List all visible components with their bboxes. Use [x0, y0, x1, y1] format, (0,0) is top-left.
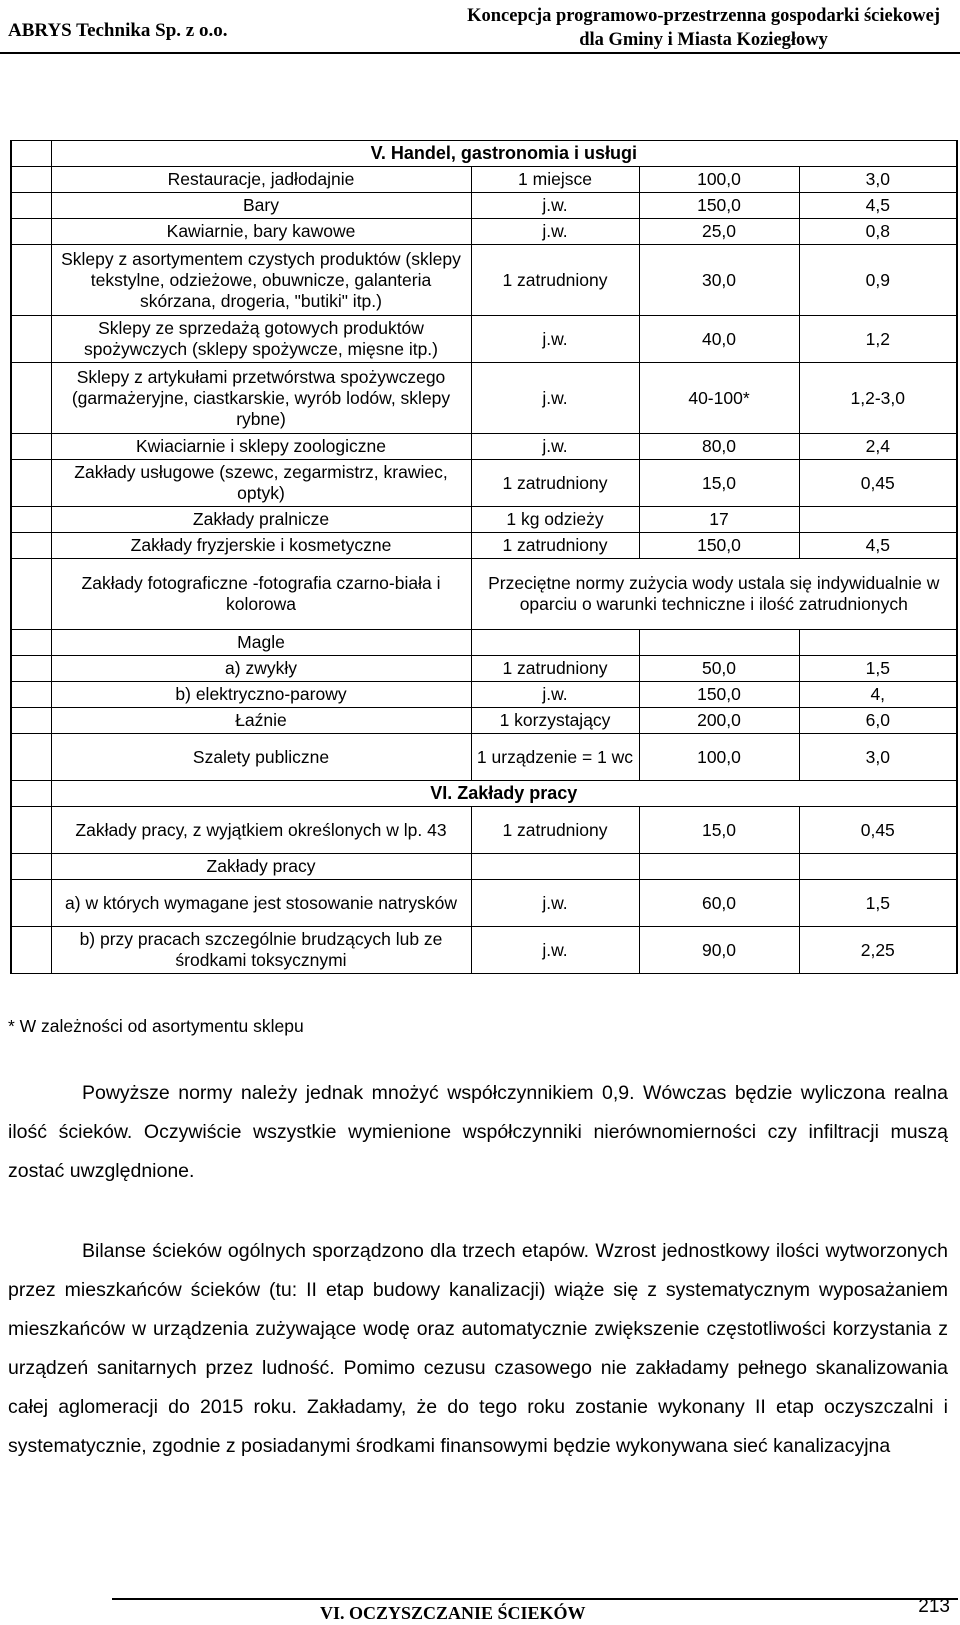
- page-header: [0, 0, 960, 56]
- cell-coefficient: 2,25: [799, 927, 957, 974]
- cell-unit: j.w.: [471, 682, 639, 708]
- cell-name: Zakłady pralnicze: [51, 507, 471, 533]
- cell-coefficient: 0,8: [799, 219, 957, 245]
- cell-name: Sklepy z artykułami przetwórstwa spożywczego (garmażeryjne, ciastkarskie, wyrób lodów, sklepy rybne): [51, 363, 471, 434]
- cell-coefficient: 0,45: [799, 460, 957, 507]
- paragraph-2: [8, 1232, 948, 1466]
- cell-unit: j.w.: [471, 193, 639, 219]
- cell-name: Zakłady fotograficzne -fotografia czarno-biała i kolorowa: [51, 559, 471, 630]
- header-divider: [0, 52, 960, 54]
- cell-unit: [471, 630, 639, 656]
- cell-unit: 1 zatrudniony: [471, 533, 639, 559]
- section-header-row: [11, 141, 957, 167]
- table-row: [11, 854, 957, 880]
- cell-unit: 1 zatrudniony: [471, 656, 639, 682]
- table-row: [11, 807, 957, 854]
- table-row: [11, 927, 957, 974]
- cell-coefficient: 0,9: [799, 245, 957, 316]
- cell-coefficient: 0,45: [799, 807, 957, 854]
- table-row: [11, 559, 957, 630]
- table-row: [11, 533, 957, 559]
- cell-name: Łaźnie: [51, 708, 471, 734]
- footer-divider: [112, 1598, 958, 1600]
- cell-coefficient: 4,5: [799, 533, 957, 559]
- table-row: [11, 708, 957, 734]
- cell-unit: 1 zatrudniony: [471, 245, 639, 316]
- cell-coefficient: 1,2: [799, 316, 957, 363]
- cell-norm: 90,0: [639, 927, 799, 974]
- table-row: [11, 734, 957, 781]
- cell-coefficient: 1,5: [799, 656, 957, 682]
- cell-norm: [639, 854, 799, 880]
- cell-unit: j.w.: [471, 880, 639, 927]
- cell-unit: j.w.: [471, 316, 639, 363]
- cell-name: Magle: [51, 630, 471, 656]
- cell-name: a) w których wymagane jest stosowanie natrysków: [51, 880, 471, 927]
- cell-coefficient: 4,5: [799, 193, 957, 219]
- chapter-title: VI. OCZYSZCZANIE ŚCIEKÓW: [320, 1603, 586, 1623]
- cell-name: Zakłady usługowe (szewc, zegarmistrz, krawiec, optyk): [51, 460, 471, 507]
- cell-name: b) przy pracach szczególnie brudzących lub ze środkami toksycznymi: [51, 927, 471, 974]
- cell-name: Kwiaciarnie i sklepy zoologiczne: [51, 434, 471, 460]
- section-title: V. Handel, gastronomia i usługi: [51, 141, 957, 167]
- cell-coefficient: 3,0: [799, 734, 957, 781]
- cell-unit: 1 miejsce: [471, 167, 639, 193]
- cell-norm: 200,0: [639, 708, 799, 734]
- cell-norm: 100,0: [639, 167, 799, 193]
- cell-name: Restauracje, jadłodajnie: [51, 167, 471, 193]
- table-row: [11, 434, 957, 460]
- table-row: [11, 656, 957, 682]
- cell-coefficient: 3,0: [799, 167, 957, 193]
- table-footnote: * W zależności od asortymentu sklepu: [8, 1016, 304, 1036]
- table-row: [11, 363, 957, 434]
- cell-norm: 17: [639, 507, 799, 533]
- cell-norm: 40-100*: [639, 363, 799, 434]
- cell-unit: 1 urządzenie = 1 wc: [471, 734, 639, 781]
- cell-unit: [471, 854, 639, 880]
- cell-unit: 1 zatrudniony: [471, 807, 639, 854]
- paragraph-1-text: Powyższe normy należy jednak mnożyć współczynnikiem 0,9. Wówczas będzie wyliczona realna ilość ścieków. Oczywiście wszystkie wymienione współczynniki nierównomierności czy infiltracji muszą zostać uwzględnione.: [8, 1082, 948, 1182]
- wastewater-norms-table: [10, 140, 958, 974]
- cell-unit: 1 korzystający: [471, 708, 639, 734]
- cell-unit: 1 zatrudniony: [471, 460, 639, 507]
- cell-unit: j.w.: [471, 363, 639, 434]
- table-row: [11, 682, 957, 708]
- cell-norm: 40,0: [639, 316, 799, 363]
- cell-norm: 150,0: [639, 533, 799, 559]
- cell-norm: 150,0: [639, 193, 799, 219]
- cell-unit: 1 kg odzieży: [471, 507, 639, 533]
- company-name: ABRYS Technika Sp. z o.o.: [8, 20, 228, 41]
- section-header-row: [11, 781, 957, 807]
- section-title: VI. Zakłady pracy: [51, 781, 957, 807]
- cell-coefficient: [799, 630, 957, 656]
- table-row: [11, 245, 957, 316]
- cell-coefficient: 6,0: [799, 708, 957, 734]
- cell-norm: 100,0: [639, 734, 799, 781]
- cell-name: Zakłady pracy: [51, 854, 471, 880]
- page-number: 213: [918, 1596, 950, 1617]
- cell-name: Zakłady pracy, z wyjątkiem określonych w lp. 43: [51, 807, 471, 854]
- table-row: [11, 880, 957, 927]
- cell-coefficient: 4,: [799, 682, 957, 708]
- cell-name: Kawiarnie, bary kawowe: [51, 219, 471, 245]
- paragraph-2-text: Bilanse ścieków ogólnych sporządzono dla trzech etapów. Wzrost jednostkowy ilości wytworzonych przez mieszkańców ścieków (tu: II etap budowy kanalizacji) wiąże się z systematycznym wyposażaniem mieszkańców w urządzenia zużywające wodę oraz automatycznie zwiększenie częstotliwości korzystania z urządzeń sanitarnych przez ludność. Pomimo cezusu czasowego nie zakładamy pełnego skanalizowania całej aglomeracji do 2015 roku. Zakładamy, że do tego roku zostanie wykonany II etap oczyszczalni i systematycznie, zgodnie z posiadanymi środkami finansowymi będzie wykonywana sieć kanalizacyjna: [8, 1240, 948, 1457]
- cell-coefficient: [799, 854, 957, 880]
- table-row: [11, 193, 957, 219]
- document-title-line1: Koncepcja programowo-przestrzenna gospodarki ściekowej: [467, 6, 940, 26]
- cell-coefficient: 1,2-3,0: [799, 363, 957, 434]
- cell-coefficient: [799, 507, 957, 533]
- cell-name: Zakłady fryzjerskie i kosmetyczne: [51, 533, 471, 559]
- table-row: [11, 219, 957, 245]
- document-title: [467, 4, 940, 52]
- cell-name: Sklepy ze sprzedażą gotowych produktów spożywczych (sklepy spożywcze, mięsne itp.): [51, 316, 471, 363]
- paragraph-1: [8, 1074, 948, 1191]
- cell-name: a) zwykły: [51, 656, 471, 682]
- document-title-line2: dla Gminy i Miasta Koziegłowy: [579, 30, 828, 50]
- cell-coefficient: 1,5: [799, 880, 957, 927]
- cell-unit: j.w.: [471, 219, 639, 245]
- cell-norm: 30,0: [639, 245, 799, 316]
- table-row: [11, 460, 957, 507]
- table-row: [11, 630, 957, 656]
- cell-name: Szalety publiczne: [51, 734, 471, 781]
- cell-unit: j.w.: [471, 927, 639, 974]
- cell-norm: 150,0: [639, 682, 799, 708]
- cell-norm: [639, 630, 799, 656]
- cell-norm: 15,0: [639, 807, 799, 854]
- table-row: [11, 167, 957, 193]
- cell-merged-note: Przeciętne normy zużycia wody ustala się indywidualnie w oparciu o warunki techniczne i ilość zatrudnionych: [471, 559, 957, 630]
- table-row: [11, 316, 957, 363]
- cell-unit: j.w.: [471, 434, 639, 460]
- cell-norm: 15,0: [639, 460, 799, 507]
- cell-norm: 60,0: [639, 880, 799, 927]
- cell-name: Sklepy z asortymentem czystych produktów (sklepy tekstylne, odzieżowe, obuwnicze, galanteria skórzana, drogeria, "butiki" itp.): [51, 245, 471, 316]
- table-row: [11, 507, 957, 533]
- cell-coefficient: 2,4: [799, 434, 957, 460]
- cell-name: b) elektryczno-parowy: [51, 682, 471, 708]
- cell-norm: 50,0: [639, 656, 799, 682]
- cell-norm: 80,0: [639, 434, 799, 460]
- cell-name: Bary: [51, 193, 471, 219]
- cell-norm: 25,0: [639, 219, 799, 245]
